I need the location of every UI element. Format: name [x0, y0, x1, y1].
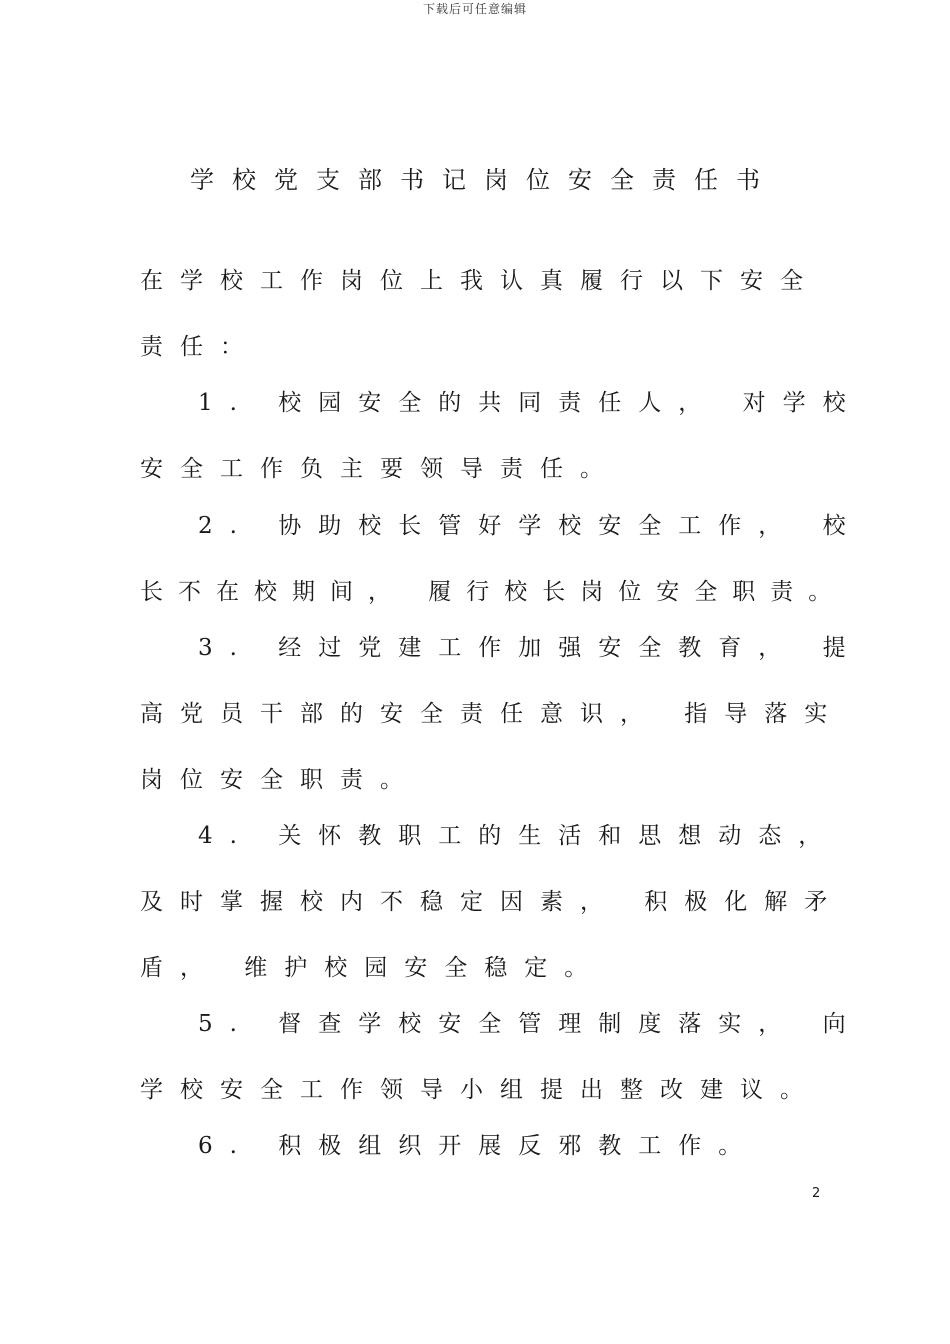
- page-number: 2: [812, 1186, 821, 1201]
- item-4-line-1: 4. 关怀教职工的生活和思想动态，: [198, 823, 839, 849]
- item-2-line-1: 2. 协助校长管好学校安全工作， 校: [198, 513, 863, 539]
- item-3-line-3: 岗位安全职责。: [140, 767, 420, 793]
- item-3-line-1: 3. 经过党建工作加强安全教育， 提: [198, 635, 863, 661]
- item-5-line-2: 学校安全工作领导小组提出整改建议。: [140, 1077, 820, 1103]
- item-5-line-1: 5. 督查学校安全管理制度落实， 向: [198, 1011, 863, 1037]
- item-1-line-2: 安全工作负主要领导责任。: [140, 456, 620, 482]
- document-title: 学校党支部书记岗位安全责任书: [190, 166, 778, 194]
- item-2-line-2: 长不在校期间， 履行校长岗位安全职责。: [140, 579, 847, 605]
- item-1-line-1: 1. 校园安全的共同责任人， 对学校: [198, 390, 863, 416]
- item-4-line-3: 盾， 维护校园安全稳定。: [140, 955, 605, 981]
- body-line-2: 责任：: [140, 334, 260, 360]
- item-3-line-2: 高党员干部的安全责任意识， 指导落实: [140, 701, 845, 727]
- item-6-line-1: 6. 积极组织开展反邪教工作。: [198, 1133, 759, 1159]
- body-line-1: 在学校工作岗位上我认真履行以下安全: [140, 268, 820, 294]
- page-header-note: 下载后可任意编辑: [422, 2, 527, 16]
- item-4-line-2: 及时掌握校内不稳定因素， 积极化解矛: [140, 889, 845, 915]
